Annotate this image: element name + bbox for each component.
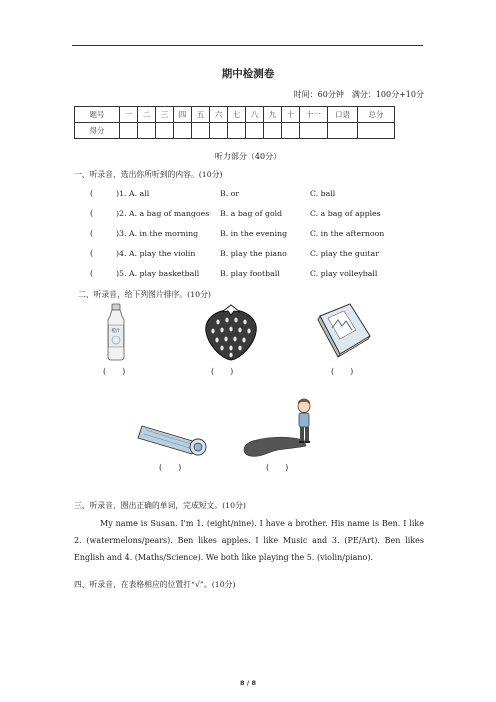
option-b: B. a bag of gold [220,209,283,218]
q3-paragraph: My name is Susan. I'm 1. (eight/nine). I have a brother. His name is Ben. I like 2. (watermelons/pears). Ben likes apples. I like Music and 3. (PE/Art). Ben likes English and 4. (Maths/Science). We both like playing the 5. (violin/piano). [74,519,424,562]
answer-paren[interactable]: ( [90,189,94,198]
header-rule [72,45,423,46]
score-cell: 题号 [75,107,120,123]
rolled-mat-icon [136,418,210,456]
score-input-cell[interactable] [246,123,264,139]
option-a: )3. A. in the morning [116,229,199,238]
score-cell: 总分 [358,107,395,123]
book-picture [314,302,372,362]
answer-paren[interactable]: ( [90,229,94,238]
score-cell: 五 [192,107,210,123]
score-cell: 十 [282,107,300,123]
bottle-icon [104,303,128,361]
answer-paren[interactable]: ( [90,249,94,258]
boy-shadow-picture [238,396,322,464]
option-b: B. play football [220,269,280,278]
answer-blank[interactable]: ( ) [103,367,126,376]
score-cell: 十一 [300,107,328,123]
score-input-cell[interactable] [328,123,358,139]
score-input-cell[interactable] [138,123,156,139]
option-c: C. play volleyball [310,269,378,278]
score-cell: 四 [174,107,192,123]
option-a: )5. A. play basketball [116,269,200,278]
bottle-label: 橙汁 [111,329,121,334]
answer-blank[interactable]: ( ) [331,367,354,376]
page-number: 8 / 8 [240,679,256,687]
score-cell: 二 [138,107,156,123]
option-c: C. in the afternoon [310,229,385,238]
book-icon [314,302,372,358]
score-input-cell[interactable] [156,123,174,139]
option-c: C. ball [310,189,336,198]
option-a: )4. A. play the violin [116,249,196,258]
option-b: B. or [220,189,240,198]
score-cell: 九 [264,107,282,123]
rolled-mat-picture [136,418,210,460]
juice-bottle-picture [104,303,128,365]
option-c: C. play the guitar [310,249,379,258]
page-title: 期中检测卷 [221,68,275,80]
score-input-cell[interactable] [264,123,282,139]
score-input-cell[interactable] [282,123,300,139]
score-cell: 八 [246,107,264,123]
score-input-cell[interactable] [192,123,210,139]
answer-blank[interactable]: ( ) [159,463,182,472]
option-a: )2. A. a bag of mangoes [116,209,210,218]
q3-heading: 三、听录音，圈出正确的单词，完成短文。(10分) [74,501,246,510]
option-b: B. in the evening [220,229,288,238]
section-title: 听力部分（40分） [214,152,282,161]
score-table-score-row [75,123,395,139]
answer-blank[interactable]: ( ) [211,367,234,376]
score-row-label: 得分 [75,123,120,139]
time-info: 时间：60分钟 满分：100分+10分 [293,90,424,99]
score-cell: 七 [228,107,246,123]
answer-paren[interactable]: ( [90,269,94,278]
score-input-cell[interactable] [210,123,228,139]
boy-shadow-icon [238,396,322,460]
strawberry-icon [200,302,262,362]
score-input-cell[interactable] [120,123,138,139]
answer-blank[interactable]: ( ) [266,463,289,472]
option-c: C. a bag of apples [310,209,381,218]
score-cell: 六 [210,107,228,123]
score-input-cell[interactable] [300,123,328,139]
q2-heading: 二、听录音，给下列图片排序。(10分) [78,290,211,299]
answer-paren[interactable]: ( [90,209,94,218]
score-cell: 一 [120,107,138,123]
q4-heading: 四、听录音，在表格相应的位置打“√”。(10分) [74,580,236,589]
score-table [74,106,395,139]
score-table-header-row [75,107,395,123]
score-cell: 口语 [328,107,358,123]
score-input-cell[interactable] [358,123,395,139]
option-b: B. play the piano [220,249,287,258]
option-a: )1. A. all [116,189,150,198]
score-input-cell[interactable] [228,123,246,139]
score-input-cell[interactable] [174,123,192,139]
score-cell: 三 [156,107,174,123]
q1-heading: 一、听录音，选出你所听到的内容。(10分) [74,170,223,179]
strawberry-picture [200,302,262,366]
